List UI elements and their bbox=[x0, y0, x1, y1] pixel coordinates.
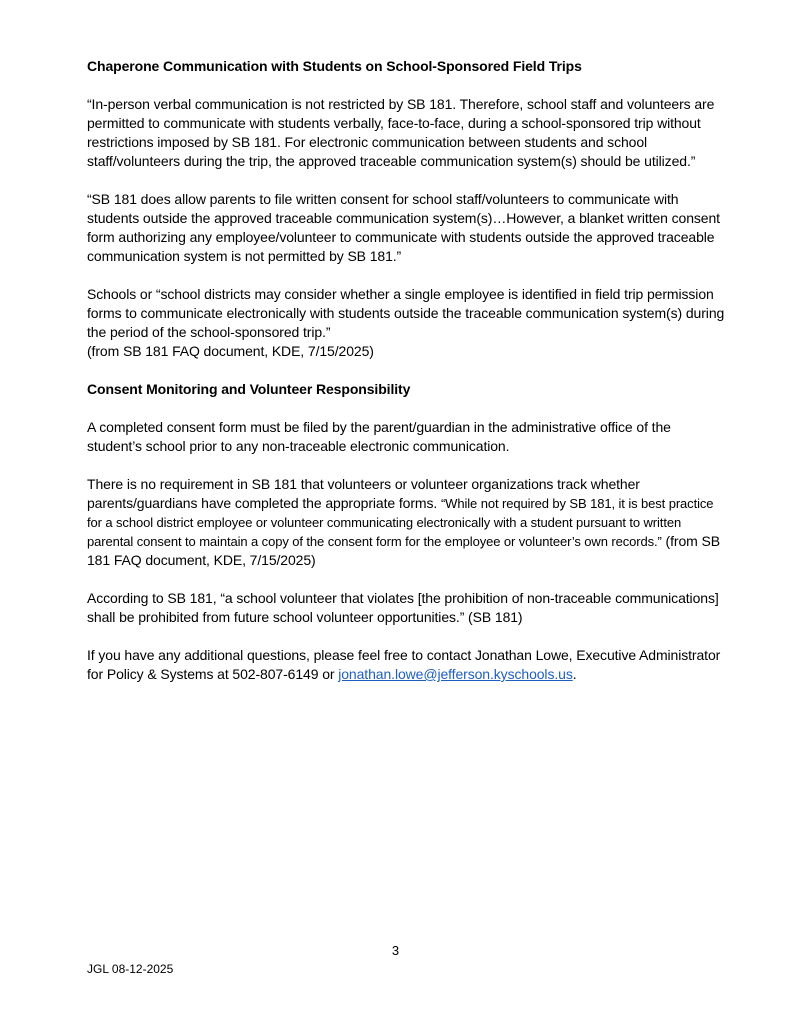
single-employee-paragraph bbox=[87, 285, 727, 361]
contact-paragraph bbox=[87, 646, 727, 684]
in-person-communication-quote: “In-person verbal communication is not restricted by SB 181. Therefore, school staff and volunteers are permitted to communicate with students verbally, face-to-face, during a school-sponsored trip without restrictions imposed by SB 181. For electronic communication between students and school staff/volunteers during the trip, the approved traceable communication system(s) should be utilized.” bbox=[87, 96, 715, 169]
consent-form-paragraph: A completed consent form must be filed by the parent/guardian in the administrative office of the student’s school prior to any non-traceable electronic communication. bbox=[87, 419, 671, 454]
consent-monitoring-heading: Consent Monitoring and Volunteer Responsibility bbox=[87, 381, 411, 397]
volunteer-violation-paragraph: According to SB 181, “a school volunteer that violates [the prohibition of non-traceable communications] shall be prohibited from future school volunteer opportunities.” (SB 181) bbox=[87, 590, 719, 625]
faq-source-citation-2: (from SB 181 FAQ document, KDE, 7/15/2025) bbox=[87, 533, 720, 568]
single-employee-quote: Schools or “school districts may consider whether a single employee is identified in field trip permission forms to communicate electronically with students outside the traceable communication system(s) during the period of the school-sponsored trip.” bbox=[87, 286, 725, 340]
document-code: JGL 08-12-2025 bbox=[87, 962, 174, 976]
page-content bbox=[87, 57, 727, 703]
volunteer-tracking-text: There is no requirement in SB 181 that volunteers or volunteer organizations track whether parents/guardians have completed the appropriate forms. bbox=[87, 476, 640, 511]
contact-text: If you have any additional questions, please feel free to contact Jonathan Lowe, Executive Administrator for Policy & Systems at 502-807-6149 or bbox=[87, 647, 721, 682]
best-practice-quote: “While not required by SB 181, it is best practice for a school district employee or volunteer communicating electronically with a student pursuant to written parental consent to maintain a copy of the consent form for the employee or volunteer’s own records.” bbox=[87, 496, 714, 549]
volunteer-tracking-paragraph bbox=[87, 475, 727, 570]
page-number: 3 bbox=[391, 943, 400, 958]
parent-consent-quote: “SB 181 does allow parents to file written consent for school staff/volunteers to communicate with students outside the approved traceable communication system(s)…However, a blanket written consent form authorizing any employee/volunteer to communicate with students outside the approved traceable communication system is not permitted by SB 181.” bbox=[87, 191, 720, 264]
faq-source-citation: (from SB 181 FAQ document, KDE, 7/15/2025) bbox=[87, 343, 374, 359]
chaperone-communication-heading: Chaperone Communication with Students on School-Sponsored Field Trips bbox=[87, 58, 582, 74]
contact-period: . bbox=[572, 666, 577, 682]
contact-email-link[interactable]: jonathan.lowe@jefferson.kyschools.us bbox=[338, 666, 573, 682]
